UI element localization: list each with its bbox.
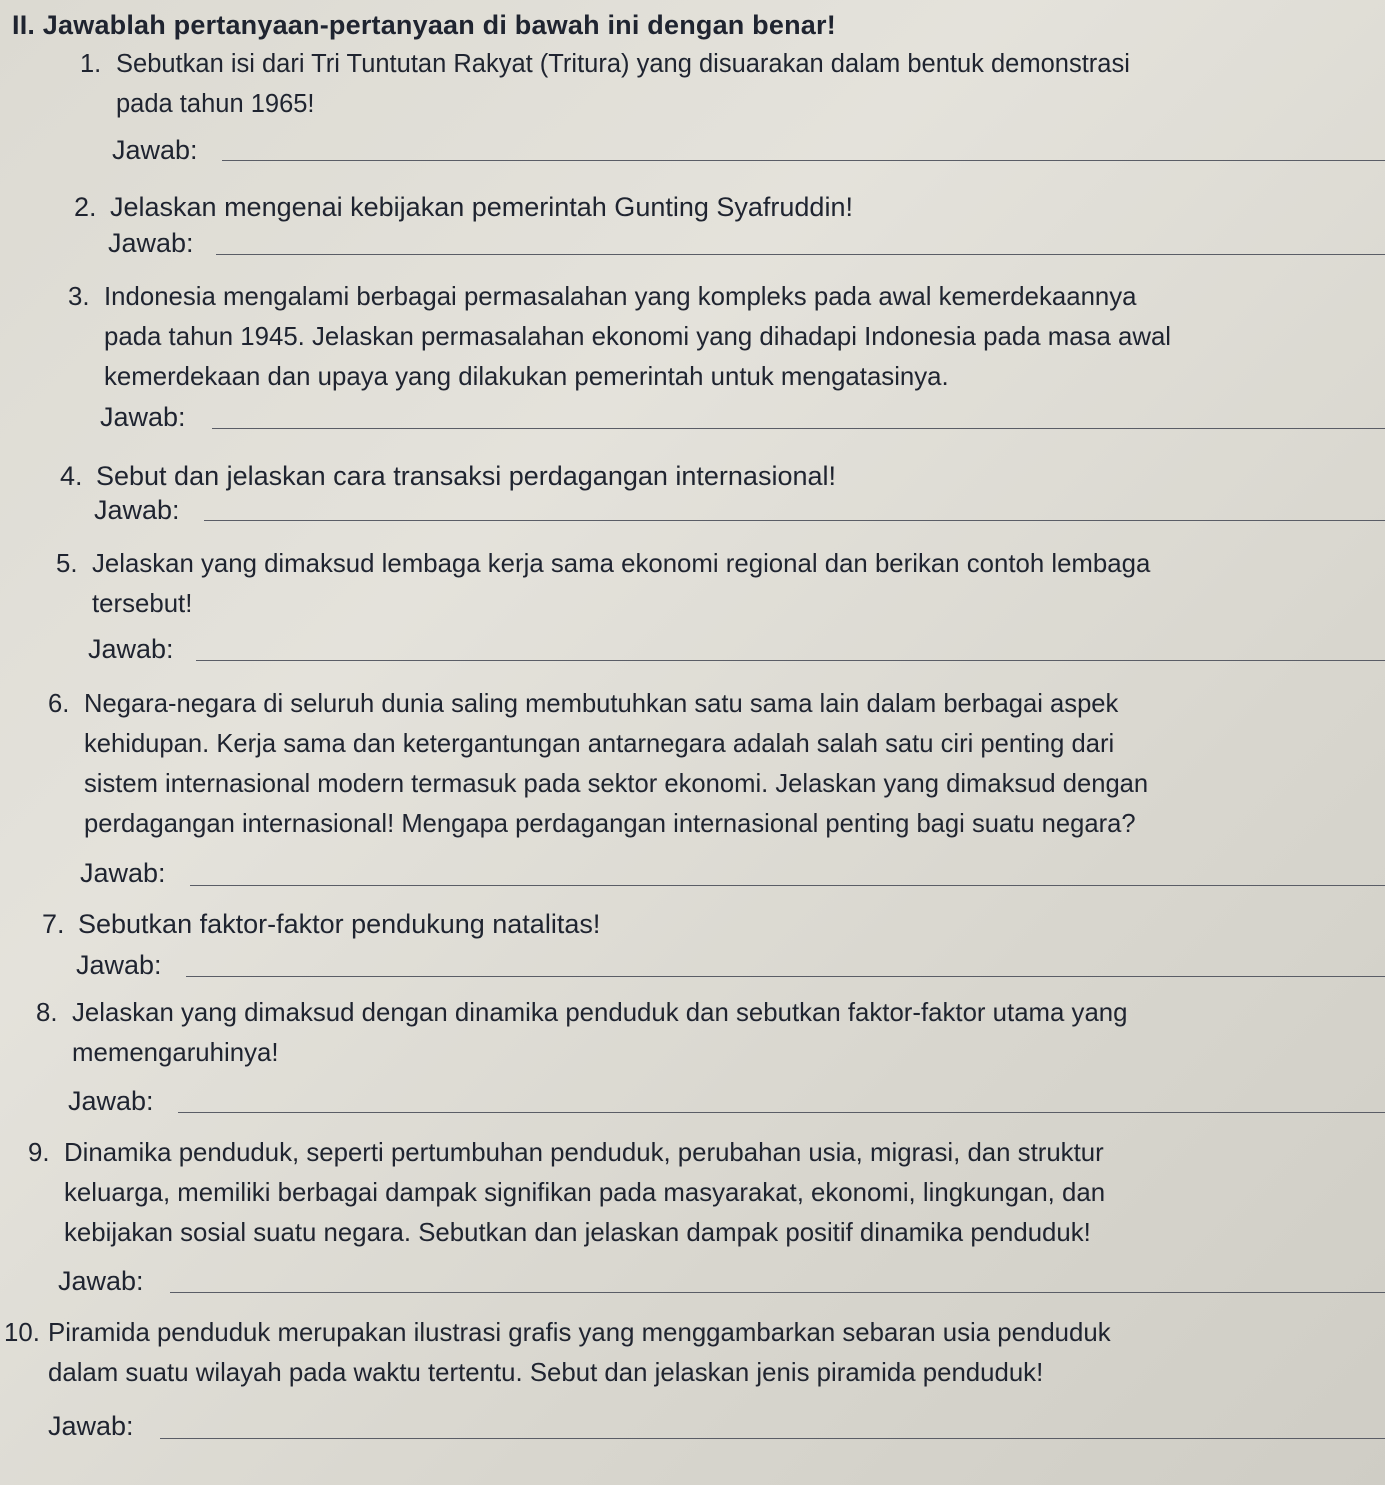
question-text-line: tersebut! (92, 590, 193, 618)
question-text-line: Sebutkan faktor-faktor pendukung natalitas! (78, 909, 601, 939)
answer-blank[interactable] (190, 885, 1385, 886)
question-4 (60, 456, 836, 496)
question-text-line: kemerdekaan dan upaya yang dilakukan pemerintah untuk mengatasinya. (104, 363, 949, 391)
answer-blank[interactable] (196, 660, 1385, 661)
question-1 (80, 44, 1130, 124)
question-9 (28, 1133, 1105, 1253)
answer-label: Jawab: (48, 1411, 134, 1441)
question-text-line: Jelaskan yang dimaksud dengan dinamika penduduk dan sebutkan faktor-faktor utama yang (72, 999, 1128, 1027)
question-text-line: Jelaskan mengenai kebijakan pemerintah Gunting Syafruddin! (110, 192, 853, 222)
question-5 (56, 544, 1150, 624)
answer-label: Jawab: (112, 135, 198, 165)
question-number: 5. (56, 550, 78, 578)
question-text-line: Indonesia mengalami berbagai permasalahan yang kompleks pada awal kemerdekaannya (104, 283, 1137, 311)
question-text-line: pada tahun 1945. Jelaskan permasalahan ekonomi yang dihadapi Indonesia pada masa awal (104, 323, 1172, 351)
question-number: 6. (48, 690, 70, 718)
question-text-line: Piramida penduduk merupakan ilustrasi grafis yang menggambarkan sebaran usia penduduk (48, 1319, 1111, 1347)
question-text-line: pada tahun 1965! (116, 90, 315, 118)
question-number: 2. (74, 192, 97, 222)
question-text-line: Sebutkan isi dari Tri Tuntutan Rakyat (Tritura) yang disuarakan dalam bentuk demonstrasi (116, 50, 1130, 78)
question-8 (36, 993, 1127, 1073)
question-text-line: Sebut dan jelaskan cara transaksi perdagangan internasional! (96, 461, 836, 491)
answer-label: Jawab: (76, 950, 162, 980)
answer-blank[interactable] (222, 160, 1385, 161)
question-text-line: Negara-negara di seluruh dunia saling membutuhkan satu sama lain dalam berbagai aspek (84, 690, 1119, 718)
question-2 (74, 187, 853, 227)
answer-blank[interactable] (212, 428, 1385, 429)
question-number: 1. (80, 50, 102, 78)
answer-blank[interactable] (170, 1292, 1385, 1293)
question-text-line: sistem internasional modern termasuk pada sektor ekonomi. Jelaskan yang dimaksud dengan (84, 770, 1149, 798)
answer-blank[interactable] (186, 976, 1385, 977)
question-text-line: Dinamika penduduk, seperti pertumbuhan penduduk, perubahan usia, migrasi, dan struktur (64, 1139, 1104, 1167)
question-3 (68, 277, 1171, 397)
question-text-line: Jelaskan yang dimaksud lembaga kerja sama ekonomi regional dan berikan contoh lembaga (92, 550, 1151, 578)
question-number: 3. (68, 283, 90, 311)
question-text-line: kebijakan sosial suatu negara. Sebutkan dan jelaskan dampak positif dinamika penduduk! (64, 1219, 1091, 1247)
answer-label: Jawab: (58, 1266, 144, 1296)
section-heading: II. Jawablah pertanyaan-pertanyaan di bawah ini dengan benar! (12, 10, 836, 40)
question-number: 7. (42, 909, 65, 939)
answer-blank[interactable] (216, 254, 1385, 255)
answer-label: Jawab: (100, 402, 186, 432)
question-number: 4. (60, 461, 83, 491)
question-6 (48, 684, 1148, 844)
question-text-line: dalam suatu wilayah pada waktu tertentu. Sebut dan jelaskan jenis piramida penduduk! (48, 1359, 1044, 1387)
answer-label: Jawab: (94, 495, 180, 525)
question-text-line: kehidupan. Kerja sama dan ketergantungan antarnegara adalah salah satu ciri penting dari (84, 730, 1115, 758)
answer-label: Jawab: (88, 634, 174, 664)
question-number: 10. (4, 1319, 40, 1347)
answer-blank[interactable] (204, 520, 1385, 521)
question-text-line: memengaruhinya! (72, 1039, 279, 1067)
question-text-line: perdagangan internasional! Mengapa perdagangan internasional penting bagi suatu negara? (84, 810, 1136, 838)
answer-label: Jawab: (80, 858, 166, 888)
answer-blank[interactable] (160, 1438, 1385, 1439)
question-text-line: keluarga, memiliki berbagai dampak signifikan pada masyarakat, ekonomi, lingkungan, dan (64, 1179, 1106, 1207)
question-number: 8. (36, 999, 58, 1027)
answer-label: Jawab: (108, 228, 194, 258)
question-number: 9. (28, 1139, 50, 1167)
answer-label: Jawab: (68, 1086, 154, 1116)
question-7 (42, 904, 600, 944)
answer-blank[interactable] (178, 1112, 1385, 1113)
question-10 (4, 1313, 1111, 1393)
